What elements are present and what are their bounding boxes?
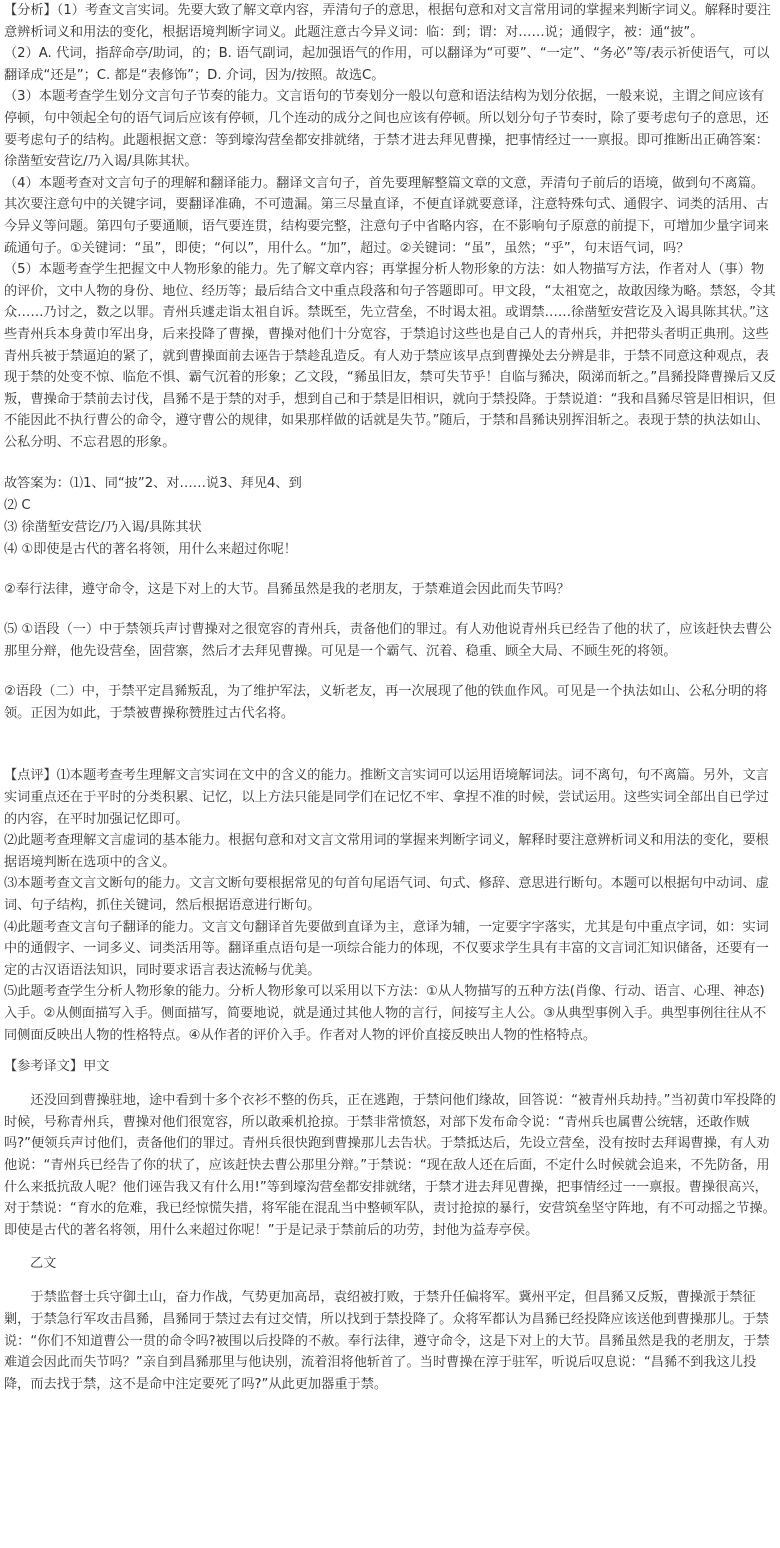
answer-5-part-2: ②语段（二）中，于禁平定昌豨叛乱，为了维护军法，义斩老友，再一次展现了他的铁血作风。可见是一个执法如山、公私分明的将领。正因为如此，于禁被曹操称赞胜过古代名将。: [4, 684, 768, 722]
spacer: [4, 453, 776, 473]
analysis-paragraph-3: （3）本题考查学生划分文言句子节奏的能力。文言语句的节奏划分一般以句意和语法结构为划分依据，一般来说，主谓之间应该有停顿，句中领起全句的语气词后应该有停顿，几个连动的成分之间也应该有停顿。所以划分句子节奏时，除了要考虑句子的意思，还要考虑句子的结构。此题根据文意：等到壕沟营垒都安排就绪，于禁才进去拜见曹操，把事情经过一一禀报。即可推断出正确答案：徐凿堑安营讫/乃入谒/具陈其状。: [4, 89, 769, 170]
answers-section: [4, 473, 776, 725]
spacer: [4, 561, 776, 579]
translation-yi-heading: 乙文: [30, 1256, 57, 1272]
spacer: [4, 1046, 776, 1056]
translation-heading: 【参考译文】甲文: [4, 1059, 110, 1075]
spacer: [4, 1275, 776, 1287]
translation-jia-text: 还没回到曹操驻地，途中看到十多个衣衫不整的伤兵，正在逃跑，于禁问他们缘故，回答说：“被青州兵劫持。”当初黄巾军投降的时候，号称青州兵，曹操对他们很宽容，所以敢乘机抢掠。于禁非常愤怒，对部下发布命令说：“青州兵也属曹公统辖，还敢作贼吗?”便领兵声讨他们，责备他们的罪过。青州兵很快跑到曹操那儿去告状。于禁抵达后，先设立营垒，没有按时去拜谒曹操，有人劝他说：“青州兵已经告了你的状了，应该赶快去曹公那里分辩。”于禁说：“现在敌人还在后面，不定什么时候就会追来，不先防备，用什么来抵抗敌人呢？他们诬告我又有什么用!”等到壕沟营垒都安排就绪，于禁才进去拜见曹操，把事情经过一一禀报。曹操很高兴，对于禁说：“育水的危难，我已经惊慌失措，将军能在混乱当中整顿军队，责讨抢掠的暴行，安营筑垒坚守阵地，有不可动摇之节操。即使是古代的著名将领，用什么来超过你呢！”于是记录于禁前后的功劳，封他为益寿亭侯。: [4, 1093, 776, 1238]
answer-4-part-2: ②奉行法律，遵守命令，这是下对上的大节。昌豨虽然是我的老朋友，于禁难道会因此而失节吗？: [4, 582, 570, 598]
analysis-paragraph-1: 【分析】（1）考查文言实词。先要大致了解文章内容，弄清句子的意思，根据句意和对文言常用词的掌握来判断字词义。解释时要注意辨析词义和用法的变化，根据语境判断字词义。此题注意古今异义词：临：到；谓：对……说；通假字，被：通“披”。: [4, 3, 771, 40]
answer-3: ⑶ 徐凿堑安营讫/乃入谒/具陈其状: [4, 520, 202, 536]
answer-5: ⑸ ①语段（一）中于禁领兵声讨曹操对之很宽容的青州兵，责备他们的罪过。有人劝他说青州兵已经告了他的状了，应该赶快去曹公那里分辩，他先设营垒，固营寨，然后才去拜见曹操。可见是一个霸气、沉着、稳重、顾全大局、不顾生死的将领。: [4, 622, 772, 660]
answer-1: 故答案为：⑴1、同“披”2、对……说3、拜见4、到: [4, 476, 302, 492]
analysis-section: [4, 0, 776, 453]
comment-paragraph-1: 【点评】⑴本题考查考生理解文言实词在文中的含义的能力。推断文言实词可以运用语境解词法。词不离句，句不离篇。另外，文言实词重点还在于平时的分类积累、记忆，以上方法只能是同学们在记忆不牢、拿捏不准的时候，尝试运用。这些实词全部出自已学过的内容，在平时加强记忆即可。: [4, 768, 769, 827]
spacer: [4, 663, 776, 681]
analysis-paragraph-2: （2）A. 代词，指辞命亭/助词，的；B. 语气副词，起加强语气的作用，可以翻译为“可要”、“一定”、“务必”等/表示祈使语气，可以翻译成“还是”；C. 都是“表修饰”；D. 介词，因为/按照。故选C。: [4, 46, 770, 83]
spacer: [4, 1241, 776, 1253]
comment-section: [4, 765, 776, 1046]
answer-2: ⑵ C: [4, 498, 31, 514]
comment-paragraph-5: ⑸此题考查学生分析人物形象的能力。分析人物形象可以采用以下方法：①从人物描写的五种方法(肖像、行动、语言、心理、神态)入手。②从侧面描写入手。侧面描写，简要地说，就是通过其他人物的言行，间接写主人公。③从典型事例入手。典型事例往往从不同侧面反映出人物的性格特点。④从作者的评价入手。作者对人物的评价直接反映出人物的性格特点。: [4, 984, 767, 1043]
comment-paragraph-3: ⑶本题考查文言文断句的能力。文言文断句要根据常见的句首句尾语气词、句式、修辞、意思进行断句。本题可以根据句中动词、虚词、句子结构，抓住关键词，然后根据语意进行断句。: [4, 876, 769, 914]
answer-4: ⑷ ①即使是古代的著名将领，用什么来超过你呢！: [4, 542, 297, 558]
spacer: [4, 601, 776, 619]
comment-paragraph-4: ⑷此题考查文言句子翻译的能力。文言文句翻译首先要做到直译为主，意译为辅，一定要字字落实，尤其是句中重点字词，如：实词中的通假字、一词多义、词类活用等。翻译重点语句是一项综合能力的体现，不仅要求学生具有丰富的文言词汇知识储备，还要有一定的古汉语语法知识，同时要求语言表达流畅与优美。: [4, 919, 769, 978]
translation-yi-text: 于禁监督士兵守御土山，奋力作战，气势更加高昂，袁绍被打败，于禁升任偏将军。冀州平定，但昌豨又反叛，曹操派于禁征剿，于禁急行军攻击昌豨，昌豨同于禁过去有过交情，所以找到于禁投降了。众将军都认为昌豨已经投降应该送他到曹操那儿。于禁说：“你们不知道曹公一贯的命令吗?被围以后投降的不赦。奉行法律，遵守命令，这是下对上的大节。昌豨虽然是我的老朋友，于禁难道会因此而失节吗？”亲自到昌豨那里与他诀别，流着泪将他斩首了。当时曹操在淳于驻军，听说后叹息说：“昌豨不到我这儿投降，而去找于禁，这不是命中注定要死了吗?”从此更加器重于禁。: [4, 1290, 770, 1392]
spacer: [4, 725, 776, 765]
spacer: [4, 1078, 776, 1090]
analysis-paragraph-5: （5）本题考查学生把握文中人物形象的能力。先了解文章内容；再掌握分析人物形象的方法：如人物描写方法，作者对人（事）物的评价，文中人物的身份、地位、经历等；最后结合文中重点段落和句子答题即可。甲文段，“太祖宽之，故敢因缘为略。禁怒，令其众……乃讨之，数之以罪。青州兵遽走诣太祖自诉。禁既至，先立营垒，不时谒太祖。或谓禁……徐凿堑安营讫及入谒具陈其状。”这些青州兵本身黄巾军出身，后来投降了曹操，曹操对他们十分宽容，于禁追讨这些也是自己人的青州兵，并把带头者明正典刑。这些青州兵被于禁逼迫的紧了，就到曹操面前去诬告于禁趁乱造反。有人劝于禁应该早点到曹操处去分辨是非，于禁不同意这种观点，表现于禁的处变不惊、临危不惧、霸气沉着的形象；乙文段，“豨虽旧友，禁可失节乎！自临与豨决，陨涕而斩之。”昌豨投降曹操后又反叛，曹操命于禁前去讨伐，昌豨不是于禁的对手，想到自己和于禁是旧相识，就向于禁投降。于禁说道：“我和昌豨尽管是旧相识，但不能因此不执行曹公的命令，遵守曹公的规律，如果那样做的话就是失节。”随后，于禁和昌豨诀别挥泪斩之。表现于禁的执法如山、公私分明、不忘君恩的形象。: [4, 262, 776, 450]
analysis-paragraph-4: （4）本题考查对文言句子的理解和翻译能力。翻译文言句子，首先要理解整篇文章的文意，弄清句子前后的语境，做到句不离篇。其次要注意句中的关键字词，要翻译准确，不可遗漏。第三尽量直译，不便直译就要意译，注意特殊句式、通假字、词类的活用、古今异义等问题。第四句子要通顺，语气要连贯，结构要完整，注意句子中省略内容，在不影响句子原意的前提下，可增加少量字词来疏通句子。①关键词：“虽”，即使；“何以”，用什么。“加”，超过。②关键词：“虽”，虽然；“乎”，句末语气词，吗？: [4, 175, 769, 256]
translation-section: [4, 1056, 776, 1395]
comment-paragraph-2: ⑵此题考查理解文言虚词的基本能力。根据句意和对文言文常用词的掌握来判断字词义，解释时要注意辨析词义和用法的变化，要根据语境判断在选项中的含义。: [4, 833, 769, 870]
